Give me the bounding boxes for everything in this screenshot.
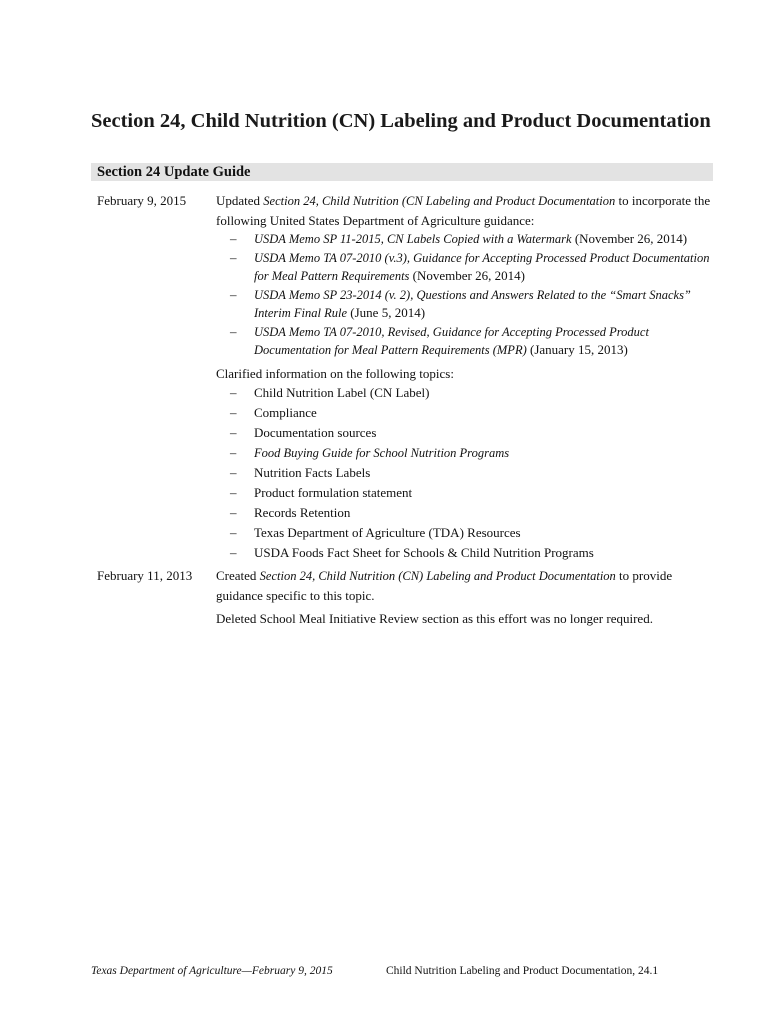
list-item: – USDA Memo TA 07-2010 (v.3), Guidance for Accepting Processed Product Documentation for Meal Pattern Requirements (November 26, 2014) <box>216 249 711 286</box>
footer-left: Texas Department of Agriculture—February 9, 2015 <box>91 965 333 977</box>
list-item: – Records Retention <box>216 503 711 523</box>
entry-body <box>216 566 711 628</box>
entry-intro: Created Section 24, Child Nutrition (CN) Labeling and Product Documentation to provide guidance specific to this topic. <box>216 568 673 603</box>
topic-list <box>216 383 711 563</box>
list-item: – USDA Foods Fact Sheet for Schools & Child Nutrition Programs <box>216 543 711 563</box>
list-item: – USDA Memo TA 07-2010, Revised, Guidance for Accepting Processed Product Documentation for Meal Pattern Requirements (MPR) (January 15, 2013) <box>216 323 711 360</box>
entry-date: February 11, 2013 <box>97 568 193 583</box>
reference-list <box>216 230 711 360</box>
list-item: – Child Nutrition Label (CN Label) <box>216 383 711 403</box>
page-title: Section 24, Child Nutrition (CN) Labeling and Product Documentation <box>91 109 711 132</box>
list-item: – Documentation sources <box>216 423 711 443</box>
footer-right: Child Nutrition Labeling and Product Documentation, 24.1 <box>386 965 659 977</box>
clarified-intro: Clarified information on the following topics: <box>216 365 454 381</box>
list-item: – Compliance <box>216 403 711 423</box>
entry-intro: Updated Section 24, Child Nutrition (CN Labeling and Product Documentation to incorporate the following United States Department of Agriculture guidance: <box>216 193 711 228</box>
list-item: – Food Buying Guide for School Nutrition Programs <box>216 443 711 463</box>
list-item: – USDA Memo SP 11-2015, CN Labels Copied with a Watermark (November 26, 2014) <box>216 230 711 249</box>
list-item: – USDA Memo SP 23-2014 (v. 2), Questions and Answers Related to the “Smart Snacks” Interim Final Rule (June 5, 2014) <box>216 286 711 323</box>
section-header-bar <box>91 163 713 181</box>
section-header: Section 24 Update Guide <box>97 164 251 180</box>
list-item: – Nutrition Facts Labels <box>216 463 711 483</box>
list-item: – Product formulation statement <box>216 483 711 503</box>
entry-date: February 9, 2015 <box>97 193 187 208</box>
entry-note: Deleted School Meal Initiative Review section as this effort was no longer required. <box>216 611 653 626</box>
list-item: – Texas Department of Agriculture (TDA) Resources <box>216 523 711 543</box>
entry-body <box>216 191 711 563</box>
